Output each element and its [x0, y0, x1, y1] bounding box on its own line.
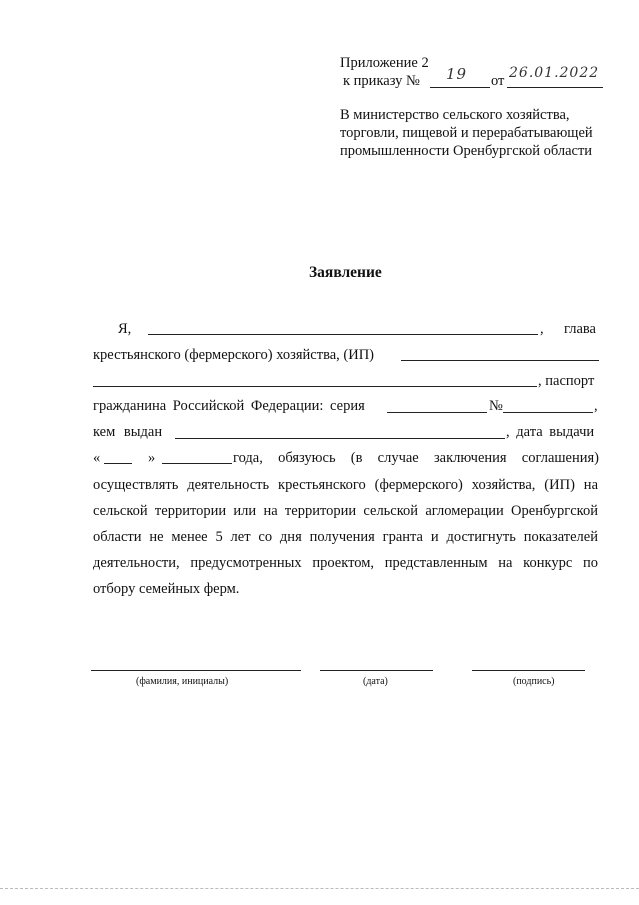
date-signature-line[interactable]: [320, 670, 433, 671]
order-date-line: [507, 87, 603, 88]
order-date-prefix: от: [491, 73, 505, 89]
passport-number-field[interactable]: [503, 412, 593, 413]
passport-number-label: №: [489, 398, 503, 414]
order-date: 26.01.2022: [509, 65, 600, 81]
body-line-3-end: , паспорт: [538, 373, 595, 389]
body-line-6-text: года, обязуюсь (в случае заключения соглашения): [233, 450, 599, 466]
issue-day-field[interactable]: [104, 463, 132, 464]
body-line-9: области не менее 5 лет со дня получения гранта и достигнуть показателей: [93, 529, 598, 545]
body-line-1-comma: ,: [540, 321, 544, 337]
order-number-line: [430, 87, 490, 88]
full-name-field[interactable]: [148, 334, 538, 335]
issued-by-field[interactable]: [175, 438, 505, 439]
body-line-10: деятельности, предусмотренных проектом, представленным на конкурс по: [93, 555, 598, 571]
body-line-8: сельской территории или на территории сельской агломерации Оренбургской: [93, 503, 598, 519]
quote-open: «: [93, 450, 101, 466]
farm-name-field-continued[interactable]: [93, 386, 537, 387]
order-number: 19: [446, 65, 468, 83]
name-signature-line[interactable]: [91, 670, 301, 671]
body-line-11: отбору семейных ферм.: [93, 581, 240, 597]
farm-name-field[interactable]: [401, 360, 599, 361]
date-caption: (дата): [363, 676, 388, 687]
recipient-line-2: торговли, пищевой и перерабатывающей: [340, 125, 593, 141]
recipient-line-1: В министерство сельского хозяйства,: [340, 107, 570, 123]
body-line-4-start: гражданина Российской Федерации: серия: [93, 398, 365, 414]
name-caption: (фамилия, инициалы): [136, 676, 229, 687]
body-line-1-tail: глава: [564, 321, 596, 337]
recipient-line-3: промышленности Оренбургской области: [340, 143, 593, 159]
body-line-5-end: , дата выдачи: [506, 424, 595, 440]
sign-caption: (подпись): [513, 676, 555, 687]
order-prefix: к приказу №: [343, 73, 420, 89]
body-line-5-start: кем выдан: [93, 424, 163, 440]
body-line-4-comma: ,: [594, 398, 598, 414]
passport-series-field[interactable]: [387, 412, 487, 413]
appendix-label: Приложение 2: [340, 55, 429, 71]
body-line-1-start: Я,: [118, 321, 132, 337]
body-line-7: осуществлять деятельность крестьянского (фермерского) хозяйства, (ИП) на: [93, 477, 598, 493]
quote-close: »: [148, 450, 156, 466]
sign-signature-line[interactable]: [472, 670, 585, 671]
page-title: Заявление: [309, 264, 382, 281]
body-line-2-start: крестьянского (фермерского) хозяйства, (ИП): [93, 347, 375, 363]
issue-month-year-field[interactable]: [162, 463, 232, 464]
scan-edge-rule: [0, 888, 639, 889]
